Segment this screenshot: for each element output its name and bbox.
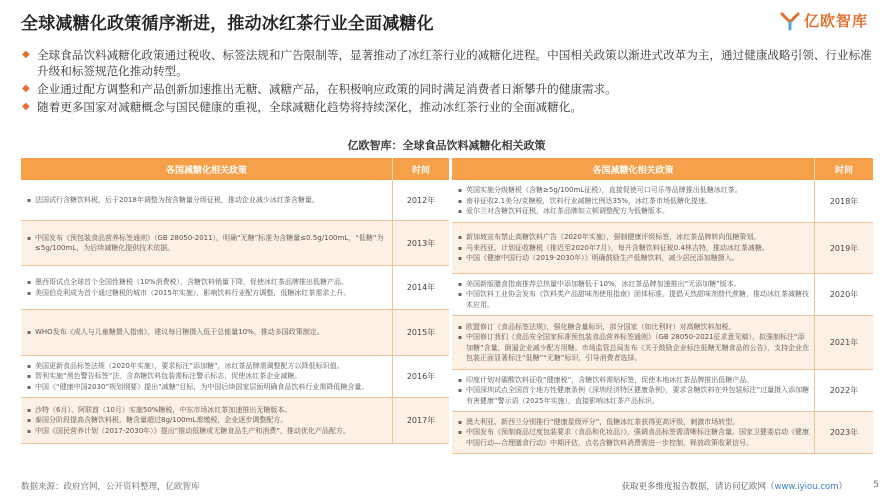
square-bullet-icon: ▪ [458, 187, 463, 195]
policy-cell [452, 223, 814, 273]
policy-cell [21, 266, 392, 309]
year-cell: 2020年 [814, 274, 873, 315]
table-row [21, 221, 449, 266]
table-row [21, 310, 449, 356]
square-bullet-icon: ▪ [27, 406, 32, 414]
policy-item: ▪ WHO发布《成人与儿童糖摄入指南》，建议每日糖摄入低于总能量10%，推动多国政策制定。 [27, 327, 388, 338]
policy-item: ▪ 智利实施“黑色警告标签”法，含高糖饮料包装需标注警示标志，促使冰红茶企业减糖。 [27, 371, 388, 382]
policy-item: ▪ 沙特（6月）、阿联酋（10月）实施50%糖税，中东市场冰红茶加速推出无糖版本。 [27, 405, 388, 416]
policy-item: ▪ 泰国分阶段提高含糖饮料税，糖含量超过8g/100mL需缴税，企业逐步调整配方。 [27, 415, 388, 426]
summary-bullets [21, 47, 881, 117]
policy-item: ▪ 欧盟修订《食品标签法规》，强化糖含量标识，部分国家（如比利时）对高糖饮料加税。 [458, 322, 810, 333]
policy-cell [452, 274, 814, 315]
page-number: 5 [873, 480, 879, 490]
policy-item: ▪ 美国新版膳食指南推荐总热量中添加糖低于10%，冰红茶品牌加速推出“无添加糖”版本。 [458, 279, 810, 290]
square-bullet-icon: ▪ [458, 376, 463, 384]
policy-item: ▪ 中国《国民营养计划（2017-2030年）》提出“推动低糖或无糖食品生产和消费”，推动优化产品配方。 [27, 426, 388, 437]
square-bullet-icon: ▪ [458, 255, 463, 263]
policy-table-right [452, 158, 873, 454]
website-link[interactable]: www.iyiou.com [774, 482, 839, 492]
policy-item: ▪ 中国《健康中国行动（2019-2030年）》明确鼓励生产低糖饮料，减少居民添加糖摄入。 [458, 253, 810, 264]
policy-item: ▪ 中国饮料工业协会发布《饮料类产品甜味剂使用指南》团体标准，提倡天然甜味剂替代蔗糖，推动冰红茶减糖技术应用。 [458, 290, 809, 309]
year-cell: 2017年 [392, 398, 449, 443]
square-bullet-icon: ▪ [27, 417, 32, 425]
table-header [21, 158, 449, 180]
diamond-icon: ◆ [22, 83, 30, 94]
policy-item: ▪ 中国发布《预包装食品营养标签通则》（GB 28050-2011），明确“无糖”标准为含糖量≤0.5g/100mL，“低糖”为≤5g/100mL，为后续减糖化提供技术依据。 [27, 233, 384, 252]
square-bullet-icon: ▪ [458, 429, 463, 437]
year-cell: 2021年 [814, 316, 873, 369]
square-bullet-icon: ▪ [458, 208, 463, 216]
bullet-item: ◆ 全球食品饮料减糖化政策通过税收、标签法规和广告限制等，显著推动了冰红茶行业的减糖化进程。中国相关政策以渐进式改革为主，通过健康战略引领、行业标准升级和标签规范化推动转型。 [22, 48, 872, 78]
header-year: 时间 [392, 158, 449, 180]
data-source: 数据来源：政府官网，公开资料整理，亿欧智库 [21, 482, 200, 492]
square-bullet-icon: ▪ [27, 427, 32, 435]
header-policy: 各国减糖化相关政策 [592, 165, 674, 176]
table-row [452, 316, 873, 370]
year-cell: 2013年 [392, 221, 449, 265]
policy-item: ▪ 中国发布《预制商品过度包装要求（食品和化妆品）》，强调食品标签需清晰标注糖含量。国家卫健委启动《健康中国行动—合理膳食行动》中期评估，点名含糖饮料消费需进一步控制，释放政策收紧信号。 [458, 428, 809, 447]
table-row [452, 370, 873, 412]
policy-item: ▪ 英国实施分级糖税（含糖≥5g/100mL征税），直接促使可口可乐等品牌推出低糖冰红茶。 [458, 185, 810, 196]
year-cell: 2019年 [814, 223, 873, 273]
policy-cell [21, 180, 392, 220]
square-bullet-icon: ▪ [27, 329, 32, 337]
square-bullet-icon: ▪ [458, 244, 463, 252]
policy-cell [21, 398, 392, 443]
year-cell: 2022年 [814, 370, 873, 411]
policy-item: ▪ 爱尔兰对含糖饮料征税，冰红茶品牌如立顿调整配方为低糖版本。 [458, 206, 810, 217]
year-cell: 2016年 [392, 356, 449, 397]
diamond-icon: ◆ [22, 49, 30, 60]
policy-item: ▪ 法国试行含糖饮料税，后于2018年调整为按含糖量分级征税，推动企业减少冰红茶含糖量。 [27, 195, 388, 206]
table-row [21, 266, 449, 310]
table-row [452, 274, 873, 316]
policy-cell [21, 356, 392, 397]
year-cell: 2015年 [392, 310, 449, 355]
logo-text: 亿欧智库 [804, 12, 869, 30]
policy-item: ▪ 印度计划对碳酸饮料征收“健康税”，含糖饮料需贴标签，促使本地冰红茶品牌推出低糖产品。 [458, 375, 810, 386]
table-row [452, 223, 873, 274]
square-bullet-icon: ▪ [27, 373, 32, 381]
policy-item: ▪ 马来西亚、计划征收糖税（推迟至2020年7月），每升含糖饮料征税0.4林吉特，推动冰红茶减糖。 [458, 243, 810, 254]
year-cell: 2014年 [392, 266, 449, 309]
table-title: 亿欧智库：全球食品饮料减糖化相关政策 [347, 139, 546, 152]
policy-cell [452, 412, 814, 453]
policy-cell [452, 316, 814, 369]
square-bullet-icon: ▪ [458, 291, 463, 299]
table-header [452, 158, 873, 180]
policy-item: ▪ 美国伯克利成为首个通过糖税的城市（2015年实施），影响饮料行业配方调整，低糖冰红茶需求上升。 [27, 288, 388, 299]
table-row [452, 180, 873, 223]
policy-item: ▪ 中国深圳试点全国首个地方性健康条例《深圳经济特区健康条例》，要求含糖饮料在外包装标注“过量摄入添加糖有害健康”警示语（2025年实施），直接影响冰红茶产品标识。 [458, 386, 810, 405]
footer-more: 获取更多维度报告数据，请访问亿欧网（www.iyiou.com） [621, 482, 847, 492]
policy-cell [21, 221, 392, 265]
square-bullet-icon: ▪ [27, 196, 32, 204]
year-cell: 2018年 [814, 180, 873, 222]
logo-icon [780, 11, 800, 31]
policy-item: ▪ 澳大利亚、新西兰分别推行“健康星级评分”，低糖冰红茶获得更高评级，刺激市场转型。 [458, 417, 810, 428]
square-bullet-icon: ▪ [458, 418, 463, 426]
year-cell: 2023年 [814, 412, 873, 453]
page-title: 全球减糖化政策循序渐进，推动冰红茶行业全面减糖化 [21, 14, 434, 34]
bullet-item: ◆ 企业通过配方调整和产品创新加速推出无糖、减糖产品，在积极响应政策的同时满足消费者日渐攀升的健康需求。 [22, 82, 617, 96]
policy-cell [21, 310, 392, 355]
square-bullet-icon: ▪ [458, 234, 463, 242]
brand-logo [780, 10, 868, 31]
square-bullet-icon: ▪ [27, 362, 32, 370]
square-bullet-icon: ▪ [458, 197, 463, 205]
table-row [452, 412, 873, 454]
diamond-icon: ◆ [22, 101, 30, 112]
square-bullet-icon: ▪ [27, 289, 32, 297]
square-bullet-icon: ▪ [458, 387, 463, 395]
policy-cell [452, 370, 814, 411]
bullet-item: ◆ 随着更多国家对减糖概念与国民健康的重视，全球减糖化趋势将持续深化，推动冰红茶行业的全面减糖化。 [22, 100, 582, 114]
policy-item: ▪ 中国《“健康中国2030”规划纲要》提出“减糖”目标，为中国后续国家层面明确食品饮料行业需降低糖含量。 [27, 382, 388, 393]
square-bullet-icon: ▪ [27, 383, 32, 391]
table-row [21, 356, 449, 398]
table-row [21, 398, 449, 444]
header-policy: 各国减糖化相关政策 [165, 165, 247, 176]
header-year: 时间 [814, 158, 873, 180]
policy-item: ▪ 南非征收2.1美分/克糖税，饮料行业减糖比例达35%，冰红茶市场低糖化提速。 [458, 196, 810, 207]
policy-item: ▪ 中国修订我们《食品安全国家标准预包装食品营养标签通则》（GB 28050-2021征求意见稿），拟强制标注“添加糖”含量，倒逼企业减少配方用糖。市场监管总局发布《关于鼓励企业标注低糖无糖食品的公告》，支持企业在包装正面显著标注“低糖”“无糖”标识，引导消费者选择。 [458, 333, 810, 362]
square-bullet-icon: ▪ [458, 323, 463, 331]
policy-item: ▪ 新加坡宣布禁止高糖饮料广告（2020年实施），强制健康评级标签，冰红茶品牌转向低糖策划。 [458, 232, 810, 243]
policy-table-left [21, 158, 449, 444]
square-bullet-icon: ▪ [27, 279, 32, 286]
policy-cell [452, 180, 814, 222]
year-cell: 2012年 [392, 180, 449, 220]
square-bullet-icon: ▪ [27, 234, 32, 242]
square-bullet-icon: ▪ [458, 334, 463, 341]
table-row [21, 180, 449, 221]
square-bullet-icon: ▪ [458, 280, 463, 288]
policy-item: ▪ 美国更新食品标签法规（2020年实施），要求标注“添加糖”，冰红茶品牌需调整配方以降低标识值。 [27, 361, 388, 372]
policy-item: ▪ 墨西哥试点全球首个全国性糖税（10%消费税），含糖饮料销量下降，促使冰红茶品牌推出低糖产品。 [27, 277, 388, 288]
